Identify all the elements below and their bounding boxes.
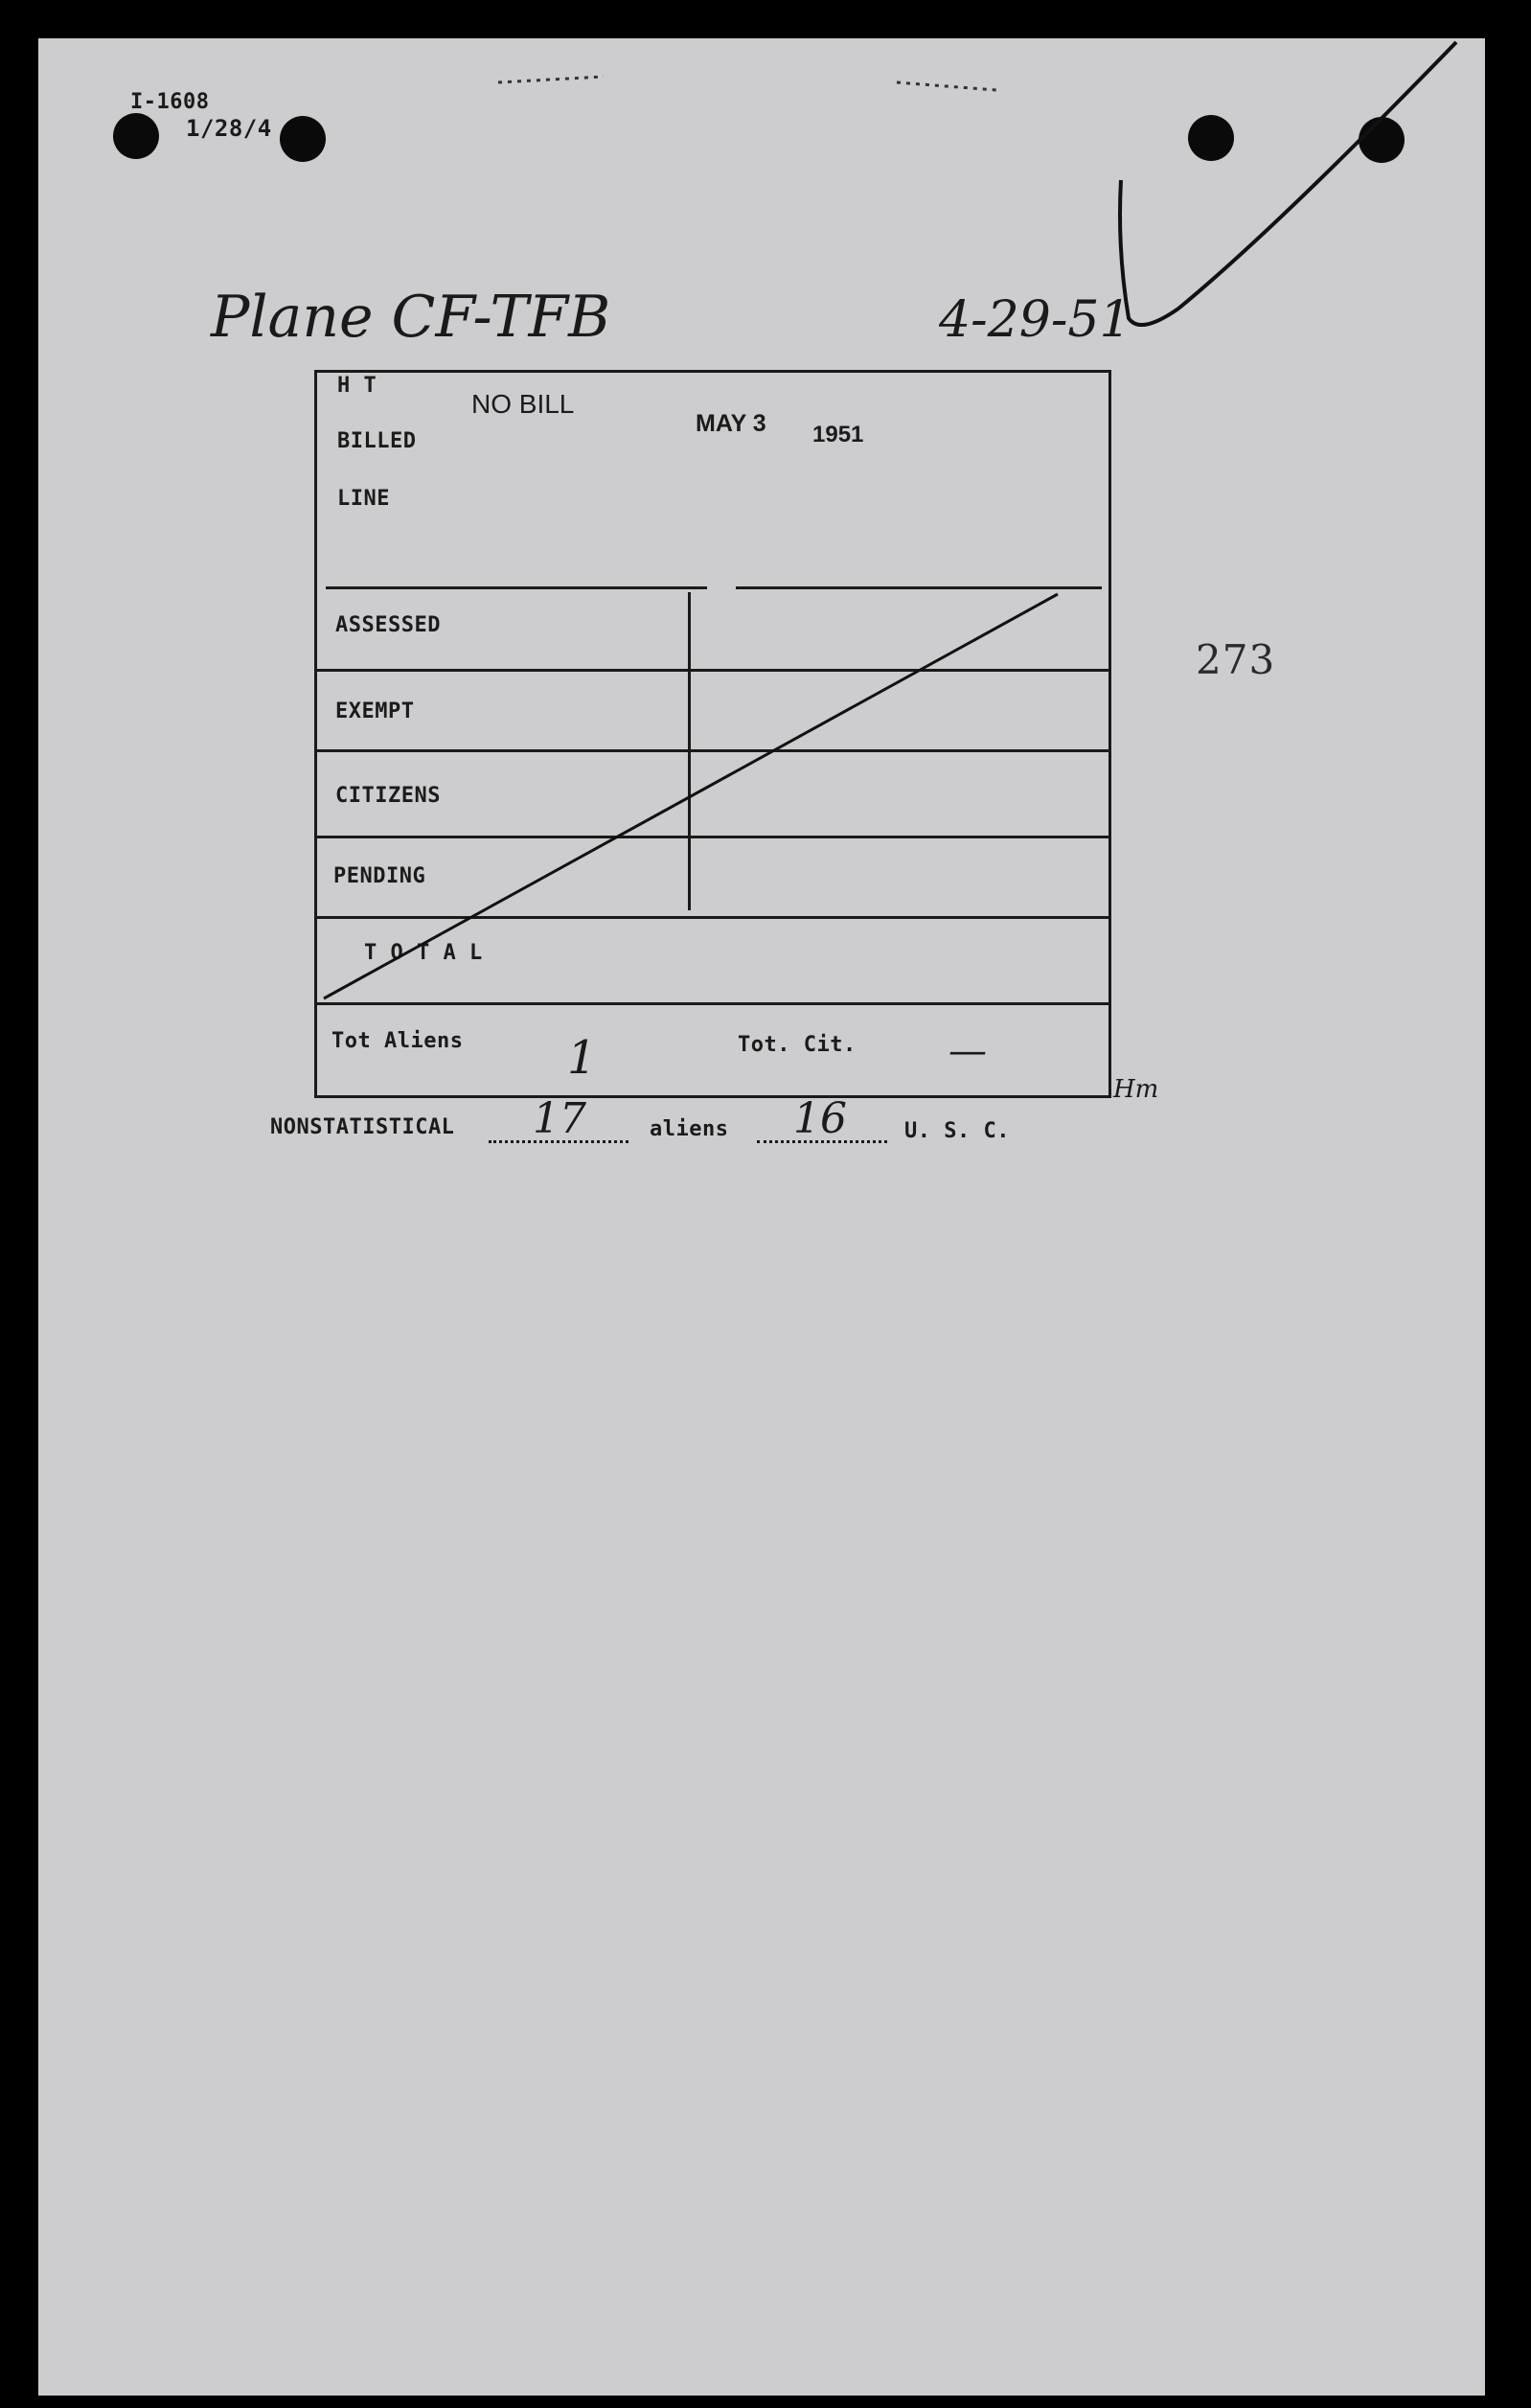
diagonal-strikethrough — [324, 594, 1058, 998]
stamp-date-year: 1951 — [812, 422, 864, 447]
label-usc: U. S. C. — [904, 1119, 1010, 1143]
label-assessed: ASSESSED — [335, 613, 441, 637]
date-handwriting: 4-29-51 — [939, 291, 1131, 349]
page-number-stamp: 273 — [1196, 636, 1276, 683]
label-billed: BILLED — [337, 429, 417, 453]
label-nonstatistical: NONSTATISTICAL — [270, 1115, 455, 1139]
stamp-date-month: MAY 3 — [696, 410, 766, 437]
form-number: I-1608 — [130, 90, 210, 114]
initials: Hm — [1113, 1075, 1159, 1104]
label-line: LINE — [337, 487, 390, 511]
nonstatistical-usc-value: 16 — [793, 1094, 847, 1143]
tot-cit-value: — — [948, 1029, 987, 1073]
plane-handwriting: Plane CF-TFB — [211, 284, 611, 351]
label-tot-cit: Tot. Cit. — [738, 1033, 857, 1057]
checkmark-stroke — [1120, 42, 1456, 325]
label-exempt: EXEMPT — [335, 699, 415, 723]
label-ht: H T — [337, 374, 377, 398]
label-pending: PENDING — [333, 864, 426, 888]
top-smudge-2 — [897, 82, 996, 90]
tot-aliens-value: 1 — [567, 1031, 597, 1085]
form-date: 1/28/4 — [186, 115, 272, 142]
no-bill-stamp: NO BILL — [471, 389, 575, 419]
nonstatistical-aliens-value: 17 — [533, 1094, 586, 1143]
label-tot-aliens: Tot Aliens — [331, 1029, 464, 1053]
label-total: T O T A L — [364, 941, 483, 965]
top-smudge-1 — [498, 77, 604, 82]
label-aliens: aliens — [650, 1117, 729, 1141]
label-citizens: CITIZENS — [335, 784, 441, 808]
